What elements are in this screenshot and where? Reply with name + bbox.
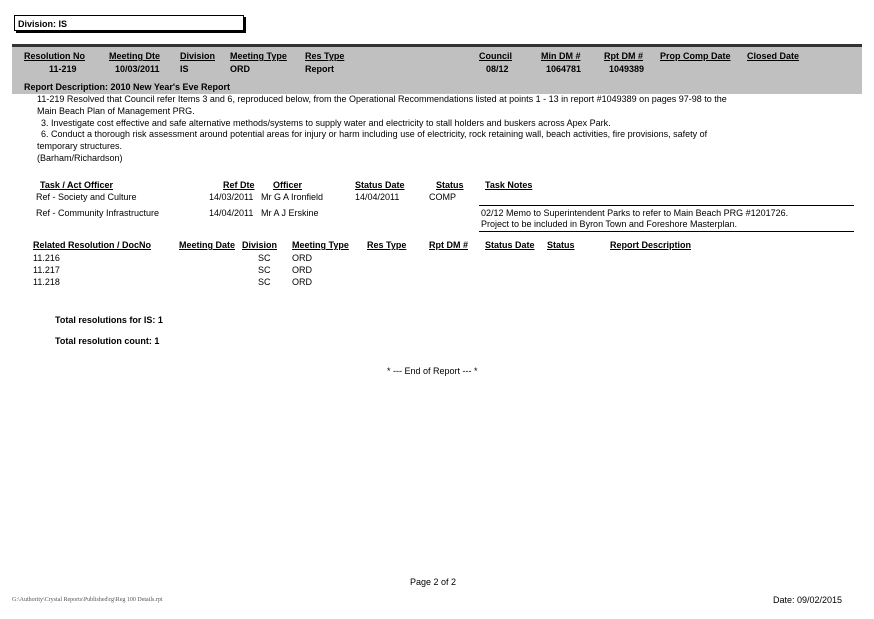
value-rpt-dm: 1049389 [609,64,645,74]
task-row-task: Ref - Society and Culture [36,192,137,202]
report-file-path: G:\Authority\Crystal Reports\Published\rg\Reg 100 Details.rpt [12,597,163,603]
related-header-status: Status [547,240,575,250]
col-header-prop-comp-date: Prop Comp Date [660,51,731,61]
resolution-text-line: 6. Conduct a thorough risk assessment around potential areas for injury or harm including use of electricity, rock retaining wall, beach activities, fire provisions, safety of [41,129,708,139]
print-date: Date: 09/02/2015 [773,595,843,605]
related-row-meeting-type: ORD [292,253,312,263]
resolution-text-line: 11-219 Resolved that Council refer Items 3 and 6, reproduced below, from the Operational Recommendations listed at points 1 - 13 in report #1049389 on pages 97-98 to the [37,94,727,104]
col-header-council: Council [479,51,512,61]
division-group-header: Division: IS [14,15,244,31]
task-row-status-date: 14/04/2011 [355,192,400,202]
related-row-docno: 11.218 [33,277,60,287]
task-row-note: Project to be included in Byron Town and Foreshore Masterplan. [481,219,737,229]
related-header-resolution: Related Resolution / DocNo [33,240,152,250]
col-header-res-type: Res Type [305,51,345,61]
related-row-division: SC [258,253,271,263]
task-row-status: COMP [429,192,456,202]
overall-total: Total resolution count: 1 [55,336,160,346]
report-description: Report Description: 2010 New Year's Eve Report [24,82,231,92]
resolution-text-line: temporary structures. [37,141,123,151]
task-row-officer: Mr A J Erskine [261,208,319,218]
value-res-type: Report [305,64,334,74]
task-notes-divider [479,231,854,232]
value-min-dm: 1064781 [546,64,582,74]
task-header-ref-dte: Ref Dte [223,180,255,190]
related-header-status-date: Status Date [485,240,535,250]
task-header-task-notes: Task Notes [485,180,533,190]
related-header-meeting-date: Meeting Date [179,240,236,250]
related-row-meeting-type: ORD [292,265,312,275]
value-resolution-no: 11-219 [49,64,77,74]
col-header-resolution-no: Resolution No [24,51,85,61]
task-header-officer: Officer [273,180,303,190]
col-header-rpt-dm: Rpt DM # [604,51,643,61]
task-header-status-date: Status Date [355,180,405,190]
related-row-division: SC [258,265,271,275]
task-header-task-officer: Task / Act Officer [40,180,114,190]
resolution-text-line: (Barham/Richardson) [37,153,123,163]
division-total: Total resolutions for IS: 1 [55,315,163,325]
col-header-min-dm: Min DM # [541,51,581,61]
task-row-note: 02/12 Memo to Superintendent Parks to refer to Main Beach PRG #1201726. [481,208,789,218]
value-meeting-dte: 10/03/2011 [115,64,160,74]
col-header-meeting-type: Meeting Type [230,51,287,61]
related-row-docno: 11.216 [33,253,60,263]
value-division: IS [180,64,189,74]
col-header-closed-date: Closed Date [747,51,800,61]
related-header-meeting-type: Meeting Type [292,240,349,250]
col-header-meeting-dte: Meeting Dte [109,51,161,61]
task-row-ref-dte: 14/03/2011 [209,192,254,202]
resolution-text-line: 3. Investigate cost effective and safe alternative methods/systems to supply water and electricity to stall holders and buskers across Apex Park. [41,118,611,128]
page-number: Page 2 of 2 [410,577,457,587]
task-row-officer: Mr G A Ironfield [261,192,324,202]
value-council: 08/12 [486,64,509,74]
related-header-res-type: Res Type [367,240,407,250]
end-of-report: * --- End of Report --- * [387,366,478,376]
related-header-rpt-dm: Rpt DM # [429,240,468,250]
related-row-docno: 11.217 [33,265,60,275]
related-row-division: SC [258,277,271,287]
task-notes-divider [479,205,854,206]
task-header-status: Status [436,180,464,190]
task-row-ref-dte: 14/04/2011 [209,208,254,218]
task-row-task: Ref - Community Infrastructure [36,208,160,218]
related-header-report-description: Report Description [610,240,692,250]
related-header-division: Division [242,240,278,250]
col-header-division: Division [180,51,216,61]
related-row-meeting-type: ORD [292,277,312,287]
value-meeting-type: ORD [230,64,250,74]
resolution-text-line: Main Beach Plan of Management PRG. [37,106,195,116]
